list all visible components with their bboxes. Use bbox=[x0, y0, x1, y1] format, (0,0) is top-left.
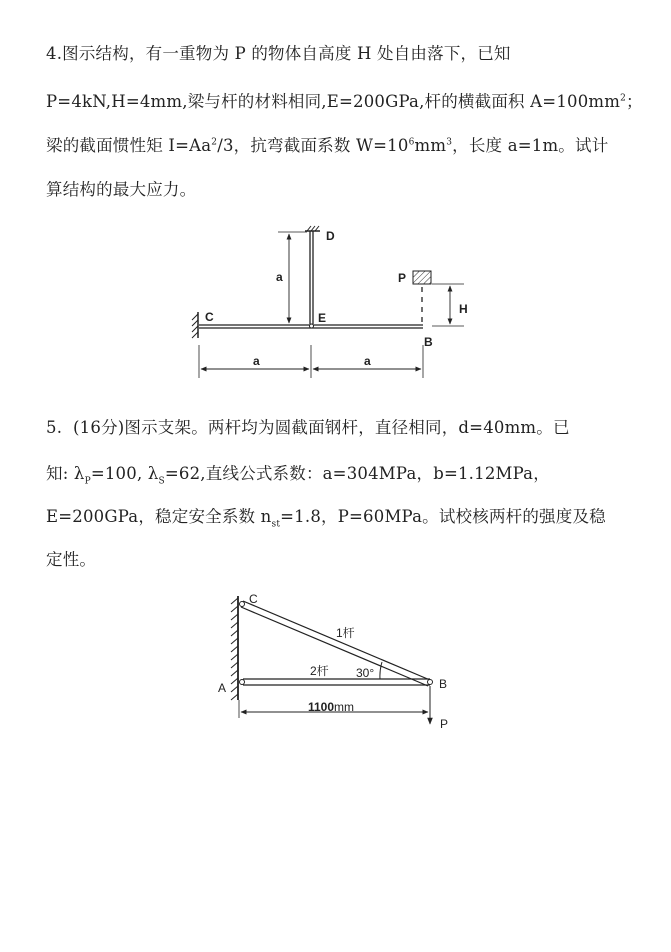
p5-rod-1 bbox=[241, 601, 430, 686]
problem5-line2-sub1: P bbox=[84, 476, 91, 487]
p5-label-rod2: 2杆 bbox=[310, 664, 329, 678]
problem4-line3-sup1: 2 bbox=[211, 137, 218, 148]
problem4-line2-main: P=4kN,H=4mm,梁与杆的材料相同,E=200GPa,杆的横截面积 A=100mm bbox=[46, 92, 621, 111]
p5-label-c: C bbox=[249, 592, 258, 606]
p5-label-b: B bbox=[439, 677, 448, 691]
p5-pin-a bbox=[240, 680, 245, 685]
p4-label-a-vertical: a bbox=[276, 270, 283, 284]
p4-label-e: E bbox=[318, 311, 327, 325]
problem4-line3-sup2: 6 bbox=[408, 137, 415, 148]
problem4-line2-end: ； bbox=[626, 92, 643, 111]
problem4-line3-b: /3，抗弯截面系数 W=10 bbox=[217, 136, 409, 155]
p5-label-angle: 30° bbox=[356, 666, 375, 680]
p5-dim-value: 1100 bbox=[308, 700, 335, 714]
p5-dim-unit: mm bbox=[334, 700, 355, 714]
p5-angle-arc bbox=[380, 662, 382, 679]
p5-label-dim bbox=[308, 700, 354, 714]
problem5-line3-b: =1.8，P=60MPa。试校核两杆的强度及稳 bbox=[280, 507, 606, 526]
p5-label-p: P bbox=[440, 717, 449, 731]
p4-label-a-right: a bbox=[364, 354, 371, 368]
p4-label-b: B bbox=[424, 335, 433, 349]
problem5-line3-a: E=200GPa，稳定安全系数 n bbox=[46, 507, 272, 526]
problem5-line2-c: =62,直线公式系数：a=304MPa，b=1.12MPa， bbox=[164, 464, 550, 483]
problem5-line4: 定性。 bbox=[46, 550, 97, 569]
p4-label-c: C bbox=[205, 310, 214, 324]
problem4-line2-sup: 2 bbox=[620, 93, 627, 104]
p4-label-p: P bbox=[398, 271, 407, 285]
p5-pin-c bbox=[240, 602, 245, 607]
problem4-line1: 4.图示结构，有一重物为 P 的物体自高度 H 处自由落下，已知 bbox=[46, 44, 511, 63]
problem4-line3-sup3: 3 bbox=[446, 137, 453, 148]
problem5-line2-a: 知: λ bbox=[46, 464, 85, 483]
p5-rod-2 bbox=[243, 679, 430, 685]
problem4-line4: 算结构的最大应力。 bbox=[46, 180, 197, 199]
p4-label-a-left: a bbox=[253, 354, 260, 368]
problem5-line1: 5. (16分)图示支架。两杆均为圆截面钢杆，直径相同，d=40mm。已 bbox=[46, 418, 570, 437]
p4-label-h: H bbox=[459, 302, 468, 316]
problem4-line3-a: 梁的截面惯性矩 I=Aa bbox=[46, 136, 212, 155]
problem5-line2-b: =100, λ bbox=[90, 464, 159, 483]
p5-pin-b bbox=[428, 680, 433, 685]
problem4-line3-d: ，长度 a=1m。试计 bbox=[452, 136, 609, 155]
p5-label-a: A bbox=[218, 681, 227, 695]
problem5-line2-sub2: S bbox=[158, 476, 165, 487]
p5-label-rod1: 1杆 bbox=[336, 626, 355, 640]
problem4-line3-c: mm bbox=[414, 136, 447, 155]
p5-wall bbox=[231, 596, 238, 700]
problem5-line3-sub: st bbox=[271, 519, 281, 530]
p4-label-d: D bbox=[326, 229, 335, 243]
